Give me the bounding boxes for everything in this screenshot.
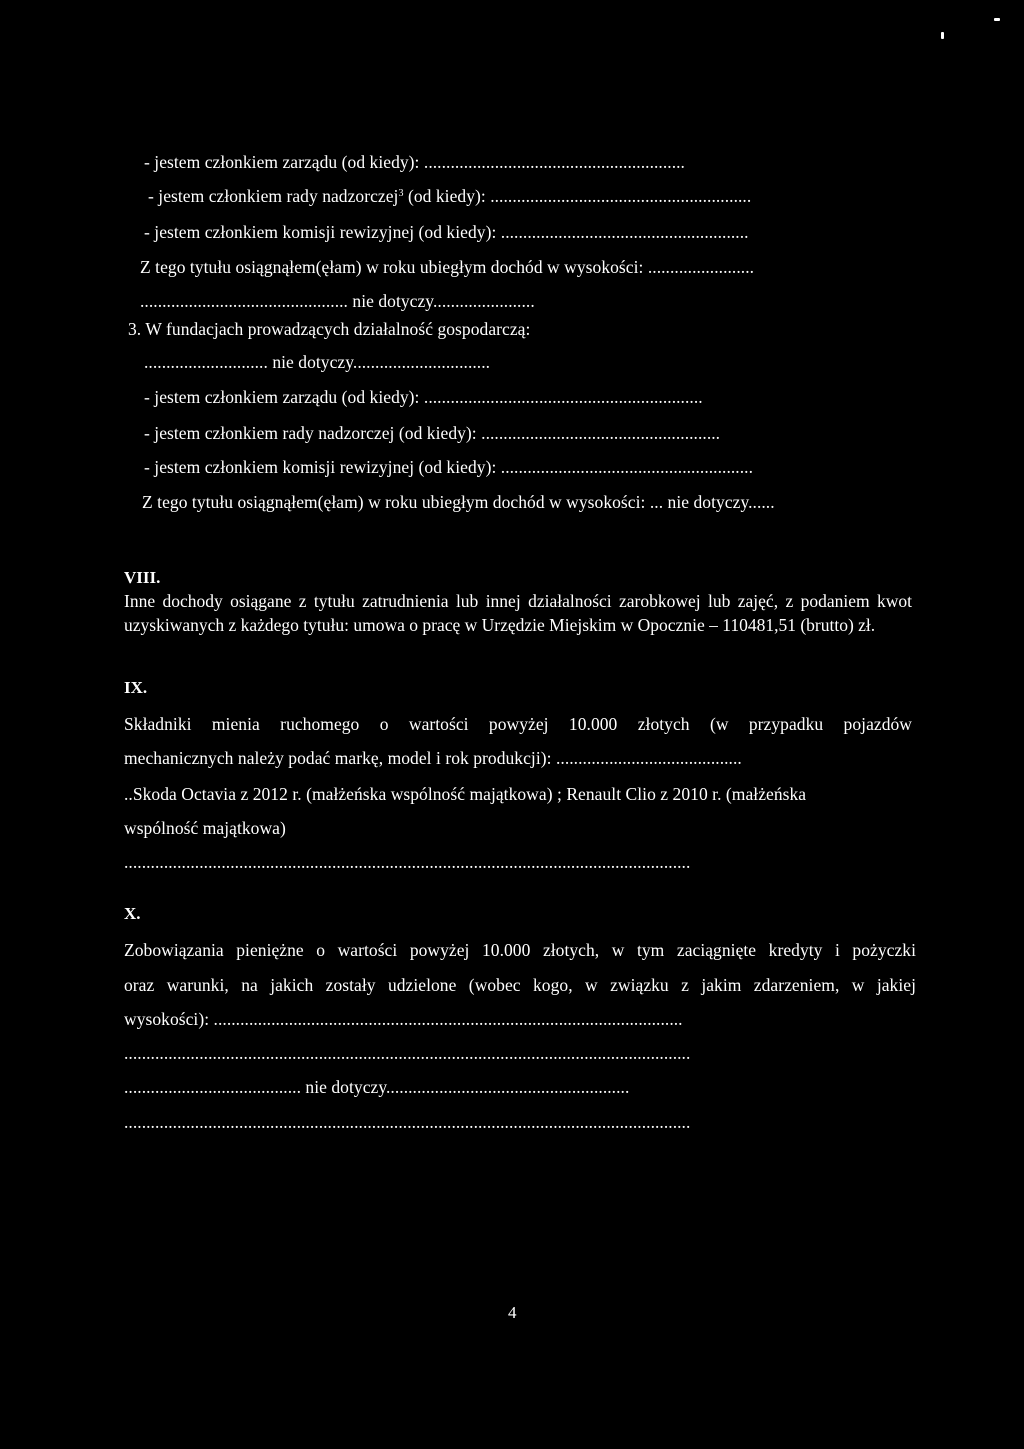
amount-text: wysokości): .......................................................................................................... xyxy=(124,1009,683,1029)
not-applicable-line xyxy=(144,352,670,372)
dotted-fill-text: ................................................................................................................................ xyxy=(124,1112,691,1132)
scan-speck xyxy=(941,32,944,39)
supervisory-board-line xyxy=(144,423,906,443)
section-x-heading xyxy=(124,904,141,924)
section-viii-text: Inne dochody osiągane z tytułu zatrudnienia lub innej działalności zarobkowej lub zajęć, z podaniem kwot uzyskiwanych z każdego tytułu: umowa o pracę w Urzędzie Miejskim w Opocznie – 110481,51 (brutto) zł. xyxy=(124,591,912,635)
liabilities-line xyxy=(124,940,916,960)
section-viii-heading-text: VIII. xyxy=(124,568,161,587)
dotted-fill-line xyxy=(124,1112,902,1132)
dotted-fill-line xyxy=(124,1043,906,1063)
not-applicable-text: ............................ nie dotyczy............................... xyxy=(144,352,491,372)
not-applicable-text: ........................................ nie dotyczy....................................................... xyxy=(124,1077,630,1097)
income-text: Z tego tytułu osiągnąłem(ęłam) w roku ubiegłym dochód w wysokości: ........................ xyxy=(140,257,755,277)
liabilities-text: Zobowiązania pieniężne o wartości powyżej 10.000 złotych, w tym zaciągnięte kredyty i pożyczki xyxy=(124,940,916,960)
footnote-marker: 3 xyxy=(398,188,404,199)
board-member-line xyxy=(144,152,906,172)
point-3-heading xyxy=(128,319,530,339)
board-member-line xyxy=(144,387,906,407)
section-ix-heading-text: IX. xyxy=(124,678,148,697)
not-applicable-line xyxy=(140,291,700,311)
vehicles-continued-text: wspólność majątkowa) xyxy=(124,818,286,838)
section-x-heading-text: X. xyxy=(124,904,141,923)
page-number xyxy=(508,1303,517,1323)
movable-property-text: Składniki mienia ruchomego o wartości powyżej 10.000 złotych (w przypadku pojazdów xyxy=(124,714,912,734)
amount-line xyxy=(124,1009,836,1029)
board-member-text: - jestem członkiem zarządu (od kiedy): ........................................................... xyxy=(144,152,685,172)
scan-speck xyxy=(994,18,1000,21)
dotted-fill-line xyxy=(124,852,902,872)
section-viii-paragraph xyxy=(124,590,912,637)
supervisory-board-line xyxy=(148,186,906,206)
liabilities-conditions-text: oraz warunki, na jakich zostały udzielone (wobec kogo, w związku z jakim zdarzeniem, w jakiej xyxy=(124,975,916,995)
audit-committee-line xyxy=(144,222,906,242)
board-member-text: - jestem członkiem zarządu (od kiedy): ............................................................... xyxy=(144,387,703,407)
page-number-text: 4 xyxy=(508,1303,517,1322)
income-line xyxy=(140,257,906,277)
not-applicable-line xyxy=(124,1077,722,1097)
vehicles-text: ..Skoda Octavia z 2012 r. (małżeńska wspólność majątkowa) ; Renault Clio z 2010 r. (małżeńska xyxy=(124,784,807,804)
point-3-text: 3. W fundacjach prowadzących działalność gospodarczą: xyxy=(128,319,531,339)
income-text: Z tego tytułu osiągnąłem(ęłam) w roku ubiegłym dochód w wysokości: ... nie dotyczy...... xyxy=(142,492,775,512)
supervisory-board-text: - jestem członkiem rady nadzorczej (od kiedy): ...................................................... xyxy=(144,423,721,443)
dotted-fill-text: ................................................................................................................................ xyxy=(124,1043,691,1063)
audit-committee-line xyxy=(144,457,906,477)
income-line xyxy=(142,492,906,512)
vehicle-instruction-text: mechanicznych należy podać markę, model i rok produkcji): .......................................... xyxy=(124,748,742,768)
vehicles-line xyxy=(124,784,914,804)
vehicles-line-continued xyxy=(124,818,286,838)
movable-property-line xyxy=(124,714,912,734)
audit-committee-text: - jestem członkiem komisji rewizyjnej (od kiedy): ........................................................ xyxy=(144,222,749,242)
liabilities-conditions-line xyxy=(124,975,916,995)
section-ix-heading xyxy=(124,678,147,698)
audit-committee-text: - jestem członkiem komisji rewizyjnej (od kiedy): ......................................................... xyxy=(144,457,754,477)
section-viii-heading xyxy=(124,568,160,588)
not-applicable-text: ............................................... nie dotyczy....................... xyxy=(140,291,535,311)
supervisory-board-date-text: (od kiedy): ........................................................... xyxy=(403,186,752,206)
supervisory-board-text: - jestem członkiem rady nadzorczej xyxy=(148,186,399,206)
vehicle-instruction-line xyxy=(124,748,908,768)
dotted-fill-text: ................................................................................................................................ xyxy=(124,852,691,872)
